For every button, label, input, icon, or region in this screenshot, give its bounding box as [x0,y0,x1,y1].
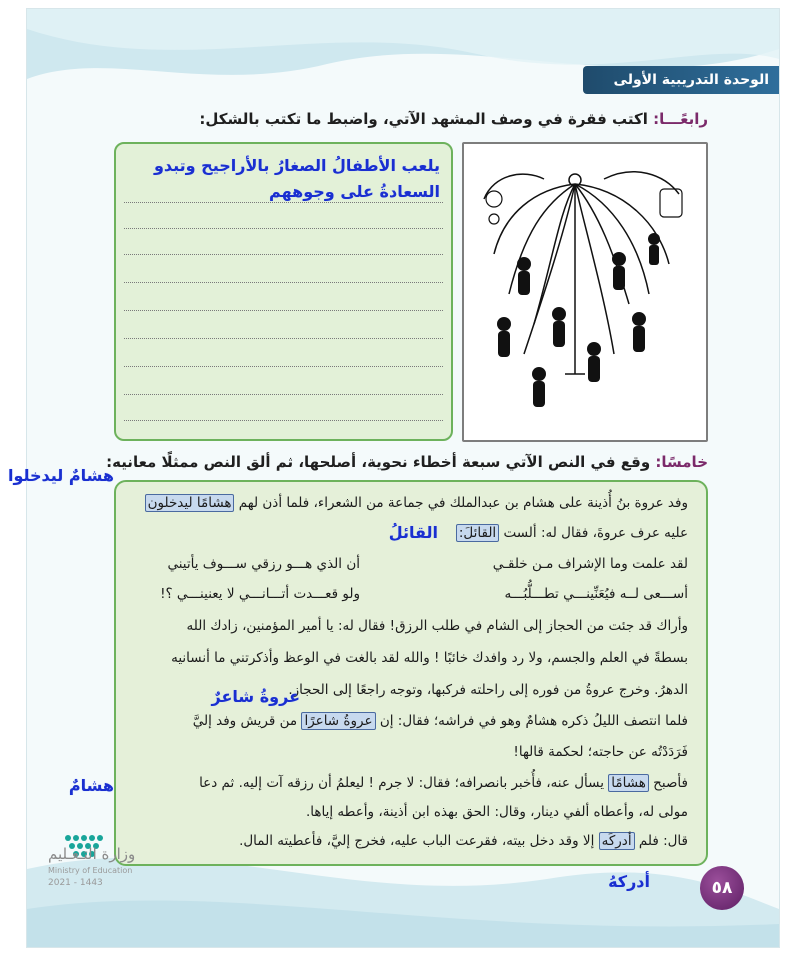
error-highlight: هشامًا [608,774,649,792]
passage-line: فَرَدَدْتُه عن حاجته؛ لحكمة قالها! [513,744,688,760]
writing-line [124,254,443,255]
passage-text: إلا وقد دخل بيته، فقرعت الباب عليه، فخرج إليَّ، فأعطيته المال. [239,833,595,849]
question-5-number: خامسًا: [655,453,708,471]
unit-title-banner: الوحدة التدريبية الأولى [583,66,780,94]
passage-line [239,832,688,850]
error-highlight: عروةُ شاعرًا [301,712,375,730]
passage-line: مولى له، وأعطاه ألفي دينار، وقال: الحق بهذه ابن أذينة، وأعطه إياها. [305,804,688,820]
passage-text: قال: فلم [638,833,688,849]
question-5 [106,453,708,471]
handwritten-answer-line-2: السعادةُ على وجوههم [269,182,440,201]
verse-right: لقد علمت وما الإشراف مـن خلقـي [492,556,688,572]
error-highlight: القائلَ: [456,524,499,542]
passage-text: فأصبح [653,775,688,791]
writing-line [124,394,443,395]
illustration-frame [462,142,708,442]
passage-text: عليه عرف عروةَ، فقال له: ألست [503,525,688,541]
question-5-prompt: وقع في النص الآتي سبعة أخطاء نحوية، أصلحها، ثم ألق النص ممثلًا معانيه: [106,453,656,471]
maypole-illustration [464,144,706,440]
question-4 [199,110,708,128]
passage-text: يسأل عنه، فأُخبر بانصرافه؛ فقال: لا جرم ! ليعلمُ أن رزقه آت إليه. ثم دعا [199,775,604,791]
correction-3: عروةُ شاعرٌ [211,687,300,706]
verse-left: ولو قعـــدت أتـــانـــي لا يعنينـــي ؟! [160,586,360,602]
ministry-year: 2021 - 1443 [48,878,103,888]
error-highlight: هشامًا ليدخلون [145,494,235,512]
writing-line [124,228,443,229]
question-4-prompt: اكتب فقرة في وصف المشهد الآتي، واضبط ما تكتب بالشكل: [199,110,654,128]
correction-1: هشامٌ ليدخلوا [7,466,114,485]
passage-text: وفد عروة بنُ أُذينة على هشام بن عبدالملك في جماعة من الشعراء، فلما أذن لهم [238,495,688,511]
writing-line [124,282,443,283]
ministry-name-arabic: وزارة التـعـليم [48,845,136,863]
passage-line: الدهرُ. وخرج عروةُ من فوره إلى راحلته فركبها، وتوجه راجعًا إلى الحجاز. [288,682,688,698]
writing-line [124,202,443,203]
writing-line [124,366,443,367]
passage-line: بسطةً في العلم والجسم، ولا رد وافدك خائبًا ! والله لقد بالغت في الوعظ وأذكرتني ما أنسانيه [171,650,688,666]
error-highlight: أدركَه [599,832,635,850]
correction-2: القائلُ [388,523,438,542]
passage-line [199,774,688,792]
verse-left: أن الذي هـــو رزقي ســـوف يأتيني [167,556,360,572]
handwritten-answer-line-1: يلعب الأطفالُ الصغارُ بالأراجيح وتبدو [153,156,440,175]
writing-line [124,338,443,339]
question-4-number: رابعًـــا: [653,110,708,128]
page-number: ٥٨ [700,866,744,910]
passage-line [145,494,688,512]
passage-line [456,524,688,542]
passage-text: من قريش وفد إليَّ [192,713,298,729]
correction-4: هشامٌ [68,776,114,795]
passage-line: وأراك قد جئت من الحجاز إلى الشام في طلب الرزق! فقال له: يا أمير المؤمنين، زادك الله [186,618,688,634]
ministry-name-english: Ministry of Education [48,866,133,875]
verse-right: أســـعى لــه فيُعَنِّينـــي تطـــلُّبُـــه [504,586,688,602]
passage-text: فلما انتصف الليلُ ذكره هشامٌ وهو في فراشه؛ فقال: إن [379,713,688,729]
correction-5: أدركهُ [608,872,650,891]
writing-line [124,420,443,421]
passage-line [193,712,688,730]
writing-line [124,310,443,311]
